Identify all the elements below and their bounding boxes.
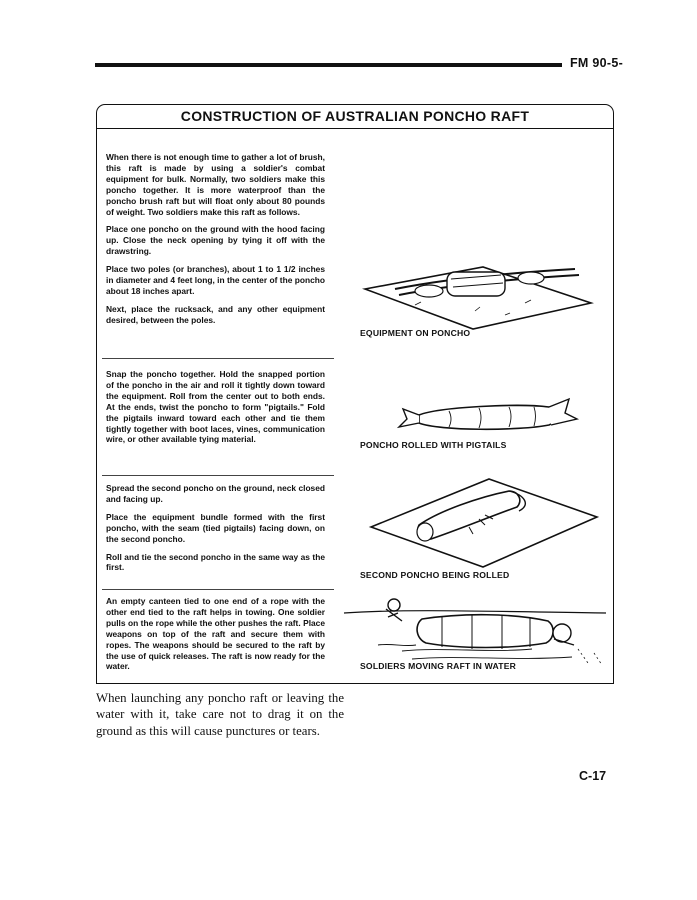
body-paragraph-block xyxy=(96,690,344,739)
poncho-rolled-illustration xyxy=(389,387,589,447)
caption-equipment-on-poncho: EQUIPMENT ON PONCHO xyxy=(360,328,471,338)
paragraph: Snap the poncho together. Hold the snapped portion of the poncho in the air and roll it tightly down toward the equipment. Roll from the center out to both ends. At the ends, twist the poncho to form "pigtails." Fold the pigtails inward toward each other and tie them tightly together with boot laces, vines, communication wire, or other available tying material. xyxy=(106,369,325,445)
paragraph: Roll and tie the second poncho in the same way as the first. xyxy=(106,551,325,573)
paragraph: Next, place the rucksack, and any other equipment desired, between the poles. xyxy=(106,303,325,325)
header-rule xyxy=(95,63,562,67)
instruction-block-2 xyxy=(106,369,325,452)
section-divider xyxy=(102,358,334,359)
figure-title: CONSTRUCTION OF AUSTRALIAN PONCHO RAFT xyxy=(180,108,530,124)
section-divider xyxy=(102,589,334,590)
page-number: C-17 xyxy=(579,769,607,783)
paragraph: An empty canteen tied to one end of a rope with the other end tied to the raft helps in towing. One soldier pulls on the rope while the other pushes the raft. Place weapons on top of the raft and secure them with ropes. The weapons should be secured to the raft by the use of quick releases. The raft is now ready for the water. xyxy=(106,596,325,672)
instruction-block-1 xyxy=(106,152,325,333)
caption-soldiers-moving-raft: SOLDIERS MOVING RAFT IN WATER xyxy=(360,661,517,671)
equipment-on-poncho-illustration xyxy=(355,245,595,331)
paragraph: Place one poncho on the ground with the hood facing up. Close the neck opening by tying it off with the drawstring. xyxy=(106,224,325,257)
figure-frame xyxy=(96,104,614,684)
caption-poncho-rolled: PONCHO ROLLED WITH PIGTAILS xyxy=(360,440,507,450)
instruction-block-3 xyxy=(106,483,325,580)
title-rule xyxy=(97,128,613,129)
body-paragraph: When launching any poncho raft or leaving the water with it, take care not to drag it on the ground as this will cause punctures or tears. xyxy=(96,691,344,738)
paragraph: When there is not enough time to gather a lot of brush, this raft is made by using a soldier's combat equipment for bulk. Normally, two soldiers make this poncho together. It is more waterproof than the poncho brush raft but will float only about 80 pounds of weight. Two soldiers make this raft as follows. xyxy=(106,152,325,217)
section-divider xyxy=(102,475,334,476)
instruction-block-4 xyxy=(106,596,325,679)
paragraph: Place the equipment bundle formed with the first poncho, with the seam (tied pigtails) facing down, on the second poncho. xyxy=(106,511,325,544)
caption-second-poncho: SECOND PONCHO BEING ROLLED xyxy=(360,570,510,580)
second-poncho-illustration xyxy=(359,475,599,569)
paragraph: Place two poles (or branches), about 1 to 1 1/2 inches in diameter and 4 feet long, in the center of the poncho about 18 inches apart. xyxy=(106,264,325,296)
paragraph: Spread the second poncho on the ground, neck closed and facing up. xyxy=(106,483,325,504)
document-id: FM 90-5- xyxy=(570,56,624,70)
